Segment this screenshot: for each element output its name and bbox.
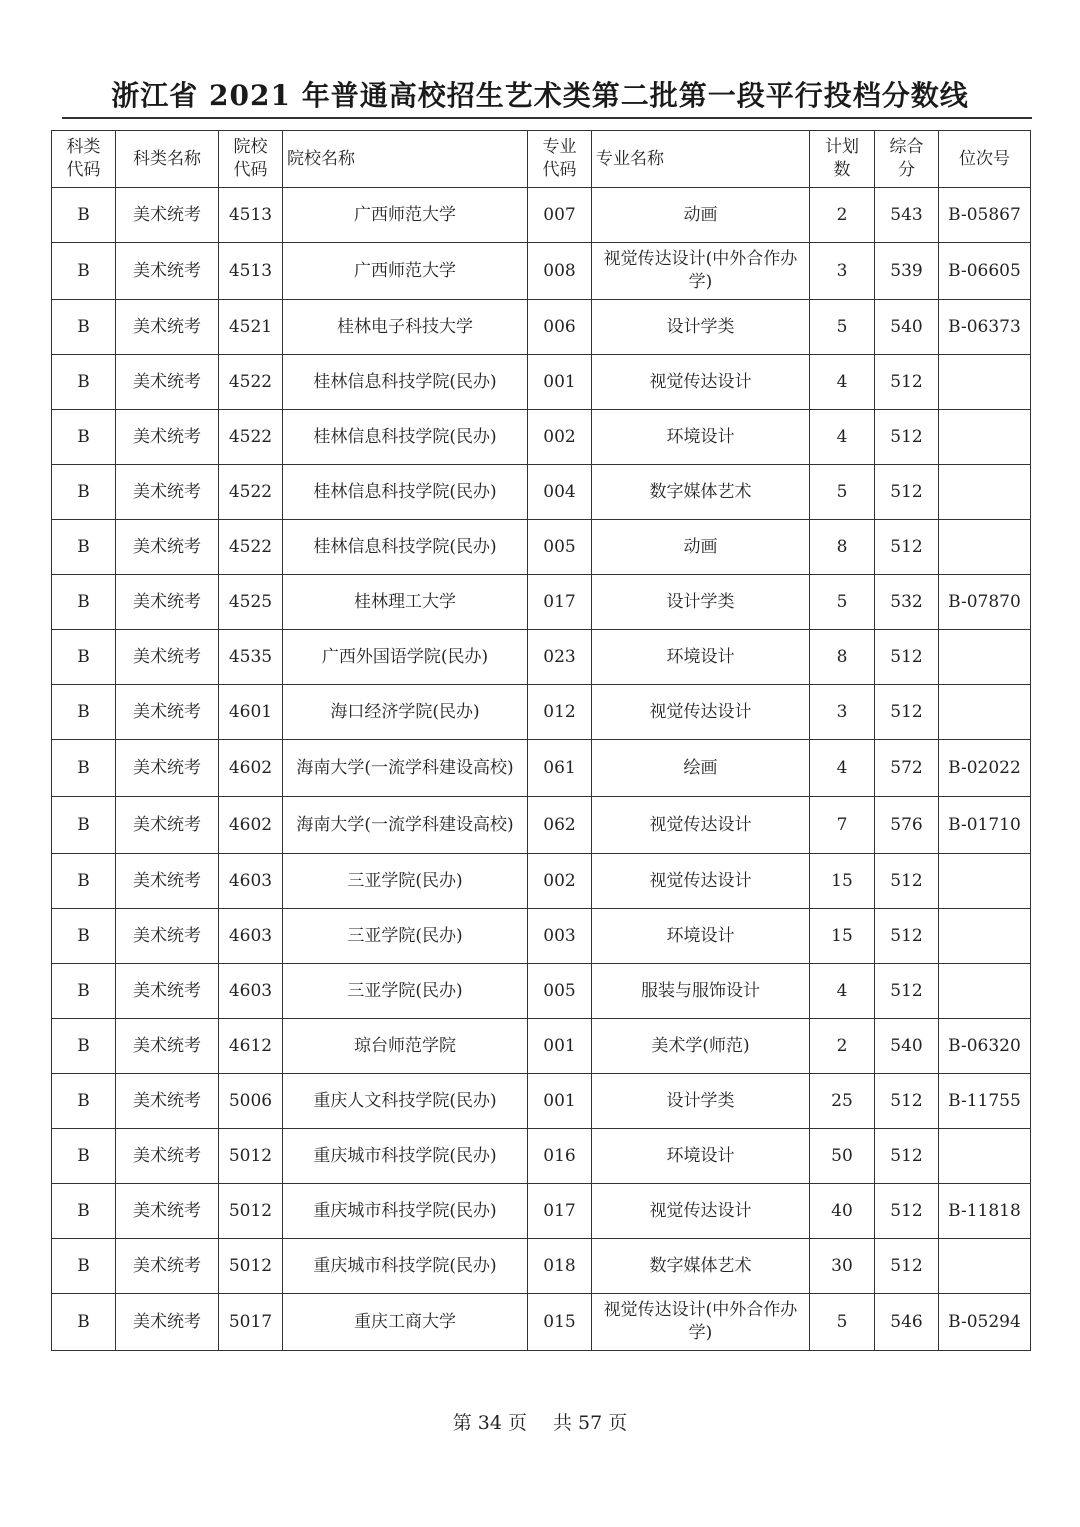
cell-category-code: B xyxy=(52,740,116,797)
cell-rank xyxy=(939,1129,1031,1184)
cell-major-code: 023 xyxy=(528,630,592,685)
cell-school-name: 三亚学院(民办) xyxy=(283,854,528,909)
table-row xyxy=(52,410,1031,465)
cell-school-name: 三亚学院(民办) xyxy=(283,964,528,1019)
table-row xyxy=(52,1129,1031,1184)
cell-major-code: 002 xyxy=(528,410,592,465)
cell-rank xyxy=(939,520,1031,575)
table-row xyxy=(52,243,1031,300)
cell-school-name: 重庆工商大学 xyxy=(283,1294,528,1351)
cell-rank: B-11818 xyxy=(939,1184,1031,1239)
cell-rank xyxy=(939,685,1031,740)
cell-major-name: 视觉传达设计(中外合作办学) xyxy=(592,243,810,300)
cell-plan-count: 4 xyxy=(810,410,875,465)
cell-plan-count: 5 xyxy=(810,575,875,630)
cell-plan-count: 3 xyxy=(810,243,875,300)
cell-plan-count: 25 xyxy=(810,1074,875,1129)
header-rank: 位次号 xyxy=(939,131,1031,188)
cell-category-code: B xyxy=(52,1184,116,1239)
table-row xyxy=(52,1074,1031,1129)
cell-school-code: 5017 xyxy=(219,1294,283,1351)
table-row xyxy=(52,909,1031,964)
header-school-name: 院校名称 xyxy=(283,131,528,188)
cell-plan-count: 40 xyxy=(810,1184,875,1239)
cell-total-score: 540 xyxy=(875,1019,939,1074)
cell-total-score: 532 xyxy=(875,575,939,630)
page-title: 浙江省 2021 年普通高校招生艺术类第二批第一段平行投档分数线 xyxy=(111,79,969,112)
cell-rank: B-06605 xyxy=(939,243,1031,300)
cell-rank: B-11755 xyxy=(939,1074,1031,1129)
cell-school-name: 桂林信息科技学院(民办) xyxy=(283,355,528,410)
cell-category-name: 美术统考 xyxy=(116,575,219,630)
cell-plan-count: 50 xyxy=(810,1129,875,1184)
cell-school-name: 重庆人文科技学院(民办) xyxy=(283,1074,528,1129)
header-school-code: 院校 代码 xyxy=(219,131,283,188)
cell-category-code: B xyxy=(52,1129,116,1184)
cell-major-name: 动画 xyxy=(592,188,810,243)
cell-major-name: 视觉传达设计(中外合作办学) xyxy=(592,1294,810,1351)
cell-school-name: 桂林电子科技大学 xyxy=(283,300,528,355)
cell-school-code: 4521 xyxy=(219,300,283,355)
cell-plan-count: 4 xyxy=(810,964,875,1019)
cell-school-code: 4602 xyxy=(219,797,283,854)
table-row xyxy=(52,1019,1031,1074)
cell-plan-count: 15 xyxy=(810,854,875,909)
cell-category-name: 美术统考 xyxy=(116,1019,219,1074)
table-row xyxy=(52,520,1031,575)
cell-major-code: 006 xyxy=(528,300,592,355)
cell-category-name: 美术统考 xyxy=(116,740,219,797)
cell-category-name: 美术统考 xyxy=(116,243,219,300)
cell-rank: B-05867 xyxy=(939,188,1031,243)
cell-category-name: 美术统考 xyxy=(116,188,219,243)
cell-school-name: 广西师范大学 xyxy=(283,243,528,300)
cell-total-score: 572 xyxy=(875,740,939,797)
cell-plan-count: 2 xyxy=(810,1019,875,1074)
cell-school-name: 海南大学(一流学科建设高校) xyxy=(283,797,528,854)
cell-rank xyxy=(939,355,1031,410)
cell-total-score: 512 xyxy=(875,630,939,685)
cell-plan-count: 3 xyxy=(810,685,875,740)
cell-category-name: 美术统考 xyxy=(116,854,219,909)
table-row xyxy=(52,1294,1031,1351)
page-total: 共 57 页 xyxy=(553,1412,628,1434)
cell-category-code: B xyxy=(52,465,116,520)
cell-major-code: 002 xyxy=(528,854,592,909)
cell-category-name: 美术统考 xyxy=(116,1294,219,1351)
cell-rank xyxy=(939,964,1031,1019)
cell-school-name: 三亚学院(民办) xyxy=(283,909,528,964)
cell-school-code: 4535 xyxy=(219,630,283,685)
cell-major-name: 数字媒体艺术 xyxy=(592,465,810,520)
cell-school-code: 4525 xyxy=(219,575,283,630)
cell-school-code: 4522 xyxy=(219,520,283,575)
table-row xyxy=(52,1184,1031,1239)
cell-major-name: 环境设计 xyxy=(592,410,810,465)
cell-major-name: 视觉传达设计 xyxy=(592,854,810,909)
cell-major-code: 008 xyxy=(528,243,592,300)
cell-major-name: 设计学类 xyxy=(592,575,810,630)
cell-major-code: 004 xyxy=(528,465,592,520)
admission-score-table xyxy=(51,130,1031,1351)
cell-total-score: 512 xyxy=(875,964,939,1019)
table-row xyxy=(52,964,1031,1019)
cell-category-code: B xyxy=(52,797,116,854)
cell-school-name: 海南大学(一流学科建设高校) xyxy=(283,740,528,797)
cell-category-code: B xyxy=(52,300,116,355)
cell-plan-count: 4 xyxy=(810,740,875,797)
cell-major-code: 007 xyxy=(528,188,592,243)
cell-major-name: 绘画 xyxy=(592,740,810,797)
cell-school-code: 4612 xyxy=(219,1019,283,1074)
cell-plan-count: 5 xyxy=(810,300,875,355)
table-row xyxy=(52,740,1031,797)
cell-school-name: 广西外国语学院(民办) xyxy=(283,630,528,685)
cell-school-code: 4522 xyxy=(219,355,283,410)
table-body xyxy=(52,188,1031,1351)
header-major-code: 专业 代码 xyxy=(528,131,592,188)
cell-school-code: 4603 xyxy=(219,854,283,909)
cell-major-code: 001 xyxy=(528,1019,592,1074)
cell-major-name: 视觉传达设计 xyxy=(592,685,810,740)
cell-category-code: B xyxy=(52,1074,116,1129)
cell-category-name: 美术统考 xyxy=(116,520,219,575)
cell-major-code: 001 xyxy=(528,1074,592,1129)
cell-major-code: 062 xyxy=(528,797,592,854)
cell-rank xyxy=(939,410,1031,465)
cell-major-name: 环境设计 xyxy=(592,630,810,685)
cell-category-name: 美术统考 xyxy=(116,355,219,410)
cell-school-code: 5012 xyxy=(219,1239,283,1294)
cell-major-name: 视觉传达设计 xyxy=(592,797,810,854)
cell-total-score: 512 xyxy=(875,1239,939,1294)
cell-plan-count: 8 xyxy=(810,520,875,575)
cell-total-score: 540 xyxy=(875,300,939,355)
cell-school-code: 4602 xyxy=(219,740,283,797)
cell-school-code: 5012 xyxy=(219,1129,283,1184)
cell-total-score: 512 xyxy=(875,520,939,575)
cell-total-score: 539 xyxy=(875,243,939,300)
cell-category-code: B xyxy=(52,1294,116,1351)
table-row xyxy=(52,685,1031,740)
title-divider xyxy=(62,117,1032,119)
cell-rank: B-07870 xyxy=(939,575,1031,630)
cell-school-code: 4522 xyxy=(219,410,283,465)
cell-total-score: 512 xyxy=(875,909,939,964)
cell-rank: B-01710 xyxy=(939,797,1031,854)
cell-school-code: 4601 xyxy=(219,685,283,740)
cell-rank xyxy=(939,854,1031,909)
cell-total-score: 512 xyxy=(875,465,939,520)
cell-category-code: B xyxy=(52,410,116,465)
cell-school-name: 琼台师范学院 xyxy=(283,1019,528,1074)
cell-school-code: 4513 xyxy=(219,188,283,243)
table-row xyxy=(52,797,1031,854)
cell-category-name: 美术统考 xyxy=(116,797,219,854)
cell-category-code: B xyxy=(52,854,116,909)
cell-major-code: 001 xyxy=(528,355,592,410)
cell-total-score: 512 xyxy=(875,410,939,465)
cell-rank: B-06320 xyxy=(939,1019,1031,1074)
cell-plan-count: 5 xyxy=(810,1294,875,1351)
cell-school-code: 4522 xyxy=(219,465,283,520)
cell-total-score: 576 xyxy=(875,797,939,854)
cell-total-score: 543 xyxy=(875,188,939,243)
cell-major-name: 动画 xyxy=(592,520,810,575)
table-row xyxy=(52,630,1031,685)
cell-major-code: 015 xyxy=(528,1294,592,1351)
cell-category-name: 美术统考 xyxy=(116,465,219,520)
cell-major-code: 016 xyxy=(528,1129,592,1184)
cell-category-code: B xyxy=(52,355,116,410)
cell-category-name: 美术统考 xyxy=(116,909,219,964)
cell-school-name: 重庆城市科技学院(民办) xyxy=(283,1129,528,1184)
header-total-score: 综合 分 xyxy=(875,131,939,188)
cell-category-code: B xyxy=(52,964,116,1019)
cell-school-name: 重庆城市科技学院(民办) xyxy=(283,1239,528,1294)
cell-major-code: 003 xyxy=(528,909,592,964)
cell-major-code: 017 xyxy=(528,1184,592,1239)
cell-school-code: 5012 xyxy=(219,1184,283,1239)
cell-school-code: 4513 xyxy=(219,243,283,300)
cell-total-score: 512 xyxy=(875,1129,939,1184)
cell-school-name: 桂林信息科技学院(民办) xyxy=(283,520,528,575)
cell-school-code: 4603 xyxy=(219,909,283,964)
cell-category-code: B xyxy=(52,685,116,740)
cell-plan-count: 4 xyxy=(810,355,875,410)
cell-plan-count: 8 xyxy=(810,630,875,685)
page-footer xyxy=(0,1408,1080,1435)
cell-rank xyxy=(939,465,1031,520)
table-row xyxy=(52,1239,1031,1294)
cell-school-name: 重庆城市科技学院(民办) xyxy=(283,1184,528,1239)
cell-category-code: B xyxy=(52,1019,116,1074)
cell-category-name: 美术统考 xyxy=(116,410,219,465)
cell-total-score: 512 xyxy=(875,1184,939,1239)
cell-school-name: 广西师范大学 xyxy=(283,188,528,243)
cell-plan-count: 30 xyxy=(810,1239,875,1294)
cell-rank: B-02022 xyxy=(939,740,1031,797)
cell-total-score: 512 xyxy=(875,685,939,740)
cell-category-code: B xyxy=(52,909,116,964)
cell-rank xyxy=(939,630,1031,685)
cell-rank: B-05294 xyxy=(939,1294,1031,1351)
table-row xyxy=(52,188,1031,243)
cell-major-name: 数字媒体艺术 xyxy=(592,1239,810,1294)
cell-major-name: 设计学类 xyxy=(592,300,810,355)
cell-total-score: 546 xyxy=(875,1294,939,1351)
cell-major-name: 美术学(师范) xyxy=(592,1019,810,1074)
cell-plan-count: 7 xyxy=(810,797,875,854)
cell-category-name: 美术统考 xyxy=(116,964,219,1019)
cell-plan-count: 2 xyxy=(810,188,875,243)
cell-school-name: 桂林信息科技学院(民办) xyxy=(283,410,528,465)
table-row xyxy=(52,854,1031,909)
cell-major-code: 018 xyxy=(528,1239,592,1294)
cell-category-code: B xyxy=(52,575,116,630)
cell-rank xyxy=(939,1239,1031,1294)
cell-school-name: 海口经济学院(民办) xyxy=(283,685,528,740)
cell-major-code: 005 xyxy=(528,520,592,575)
cell-major-name: 服装与服饰设计 xyxy=(592,964,810,1019)
cell-major-code: 061 xyxy=(528,740,592,797)
header-plan-count: 计划 数 xyxy=(810,131,875,188)
cell-school-name: 桂林理工大学 xyxy=(283,575,528,630)
cell-total-score: 512 xyxy=(875,854,939,909)
cell-category-name: 美术统考 xyxy=(116,1074,219,1129)
cell-school-code: 5006 xyxy=(219,1074,283,1129)
table-row xyxy=(52,465,1031,520)
table-row xyxy=(52,355,1031,410)
cell-major-name: 视觉传达设计 xyxy=(592,355,810,410)
header-category-name: 科类名称 xyxy=(116,131,219,188)
cell-category-code: B xyxy=(52,243,116,300)
cell-category-name: 美术统考 xyxy=(116,630,219,685)
cell-major-code: 012 xyxy=(528,685,592,740)
cell-school-name: 桂林信息科技学院(民办) xyxy=(283,465,528,520)
cell-category-name: 美术统考 xyxy=(116,300,219,355)
header-major-name: 专业名称 xyxy=(592,131,810,188)
cell-major-name: 环境设计 xyxy=(592,1129,810,1184)
cell-rank xyxy=(939,909,1031,964)
table-row xyxy=(52,300,1031,355)
cell-total-score: 512 xyxy=(875,355,939,410)
header-category-code: 科类 代码 xyxy=(52,131,116,188)
cell-major-name: 视觉传达设计 xyxy=(592,1184,810,1239)
cell-category-code: B xyxy=(52,1239,116,1294)
cell-category-name: 美术统考 xyxy=(116,1239,219,1294)
page-number: 第 34 页 xyxy=(452,1412,527,1434)
cell-major-code: 005 xyxy=(528,964,592,1019)
cell-category-name: 美术统考 xyxy=(116,1184,219,1239)
cell-major-name: 环境设计 xyxy=(592,909,810,964)
cell-rank: B-06373 xyxy=(939,300,1031,355)
cell-major-name: 设计学类 xyxy=(592,1074,810,1129)
cell-plan-count: 5 xyxy=(810,465,875,520)
table-header-row xyxy=(52,131,1031,188)
table-row xyxy=(52,575,1031,630)
cell-major-code: 017 xyxy=(528,575,592,630)
cell-category-code: B xyxy=(52,520,116,575)
cell-plan-count: 15 xyxy=(810,909,875,964)
cell-category-name: 美术统考 xyxy=(116,1129,219,1184)
cell-category-code: B xyxy=(52,630,116,685)
cell-category-name: 美术统考 xyxy=(116,685,219,740)
cell-category-code: B xyxy=(52,188,116,243)
cell-school-code: 4603 xyxy=(219,964,283,1019)
cell-total-score: 512 xyxy=(875,1074,939,1129)
